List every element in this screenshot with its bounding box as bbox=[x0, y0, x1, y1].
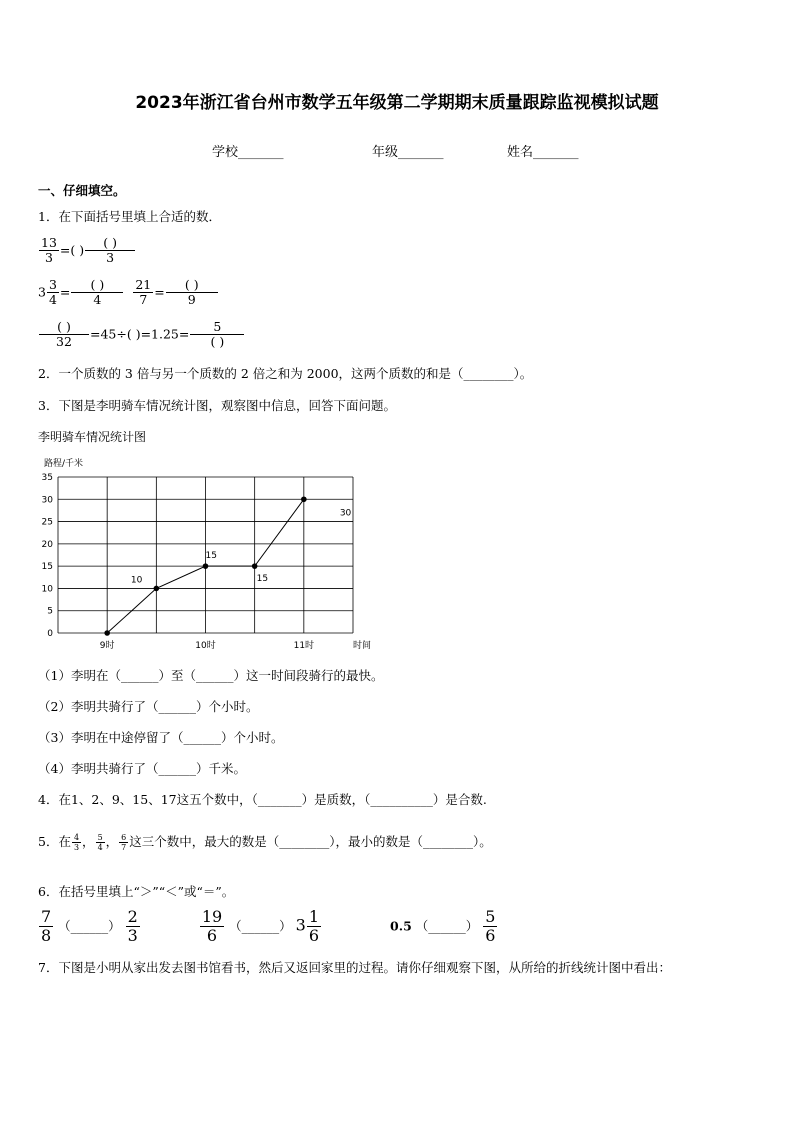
y-axis-ticks bbox=[42, 473, 54, 639]
y-tick-label: 20 bbox=[41, 539, 53, 550]
q1-row3: $\frac{( )}{32}$ =45÷( )=1.25= $\frac{5}{( )}$ bbox=[38, 320, 245, 350]
q3-sub-3: （3）李明在中途停留了（______）个小时。 bbox=[38, 730, 284, 745]
x-axis-ticks bbox=[100, 639, 314, 651]
question-5: 5．在 $\frac{4}{3}$ ， $\frac{5}{4}$ ， $\frac{6}{7}$ 这三个数中，最大的数是（________），最小的数是（________）。 bbox=[38, 832, 492, 852]
name-field[interactable]: 姓名_______ bbox=[507, 145, 579, 160]
x-tick-label: 9时 bbox=[99, 641, 115, 651]
data-point bbox=[154, 586, 160, 592]
data-point bbox=[301, 496, 307, 502]
q1-row1: $\frac{13}{3}$ =( ) $\frac{( )}{3}$ bbox=[38, 236, 136, 266]
q6-compare-row: $\frac{7}{8}$ （______） $\frac{2}{3}$ $\frac{19}{6}$ （______） 3 $\frac{1}{6}$ 0.5 （______） $\frac{5}{6}$ bbox=[41, 907, 496, 946]
data-point bbox=[203, 563, 209, 569]
page-title: 2023年浙江省台州市数学五年级第二学期期末质量跟踪监视模拟试题 bbox=[135, 93, 659, 113]
data-point bbox=[252, 563, 258, 569]
line-chart bbox=[30, 452, 390, 654]
data-label: 10 bbox=[130, 575, 143, 586]
question-1: 1．在下面括号里填上合适的数． bbox=[38, 209, 221, 224]
section-heading: 一、仔细填空。 bbox=[38, 183, 126, 198]
data-label: 15 bbox=[256, 574, 269, 585]
y-tick-label: 0 bbox=[47, 629, 53, 639]
grade-field[interactable]: 年级_______ bbox=[372, 145, 444, 160]
y-tick-label: 35 bbox=[41, 473, 53, 483]
x-axis-label: 时间 bbox=[353, 641, 372, 651]
y-tick-label: 30 bbox=[41, 495, 53, 506]
question-4: 4．在1、2、9、15、17这五个数中，（_______）是质数，（__________）是合数. bbox=[38, 792, 487, 807]
y-tick-label: 5 bbox=[47, 606, 53, 617]
q3-sub-1: （1）李明在（______）至（______）这一时间段骑行的最快。 bbox=[38, 668, 384, 683]
school-field[interactable]: 学校_______ bbox=[212, 145, 284, 160]
question-3: 3．下图是李明骑车情况统计图，观察图中信息，回答下面问题。 bbox=[38, 398, 396, 413]
x-tick-label: 11时 bbox=[293, 641, 315, 651]
y-axis-label: 路程/千米 bbox=[44, 459, 84, 469]
x-tick-label: 10时 bbox=[195, 641, 216, 651]
question-6: 6．在括号里填上“＞”“＜”或“＝”。 bbox=[38, 884, 235, 899]
data-label: 15 bbox=[205, 551, 217, 562]
q1-row2: 3 $\frac{3}{4}$ = $\frac{( )}{4}$ $\frac{21}{7}$ = $\frac{( )}{9}$ bbox=[38, 278, 219, 308]
question-2: 2．一个质数的 3 倍与另一个质数的 2 倍之和为 2000，这两个质数的和是（________）。 bbox=[38, 366, 533, 381]
q3-sub-4: （4）李明共骑行了（______）千米。 bbox=[38, 761, 246, 776]
data-label: 30 bbox=[339, 508, 352, 519]
q3-sub-2: （2）李明共骑行了（______）个小时。 bbox=[38, 699, 259, 714]
y-tick-label: 15 bbox=[41, 562, 53, 573]
y-tick-label: 10 bbox=[41, 584, 53, 595]
question-7: 7．下图是小明从家出发去图书馆看书，然后又返回家里的过程。请你仔细观察下图，从所给的折线统计图中看出： bbox=[38, 960, 671, 975]
data-point bbox=[104, 630, 110, 636]
y-tick-label: 25 bbox=[41, 517, 53, 528]
chart-title: 李明骑车情况统计图 bbox=[38, 430, 147, 444]
